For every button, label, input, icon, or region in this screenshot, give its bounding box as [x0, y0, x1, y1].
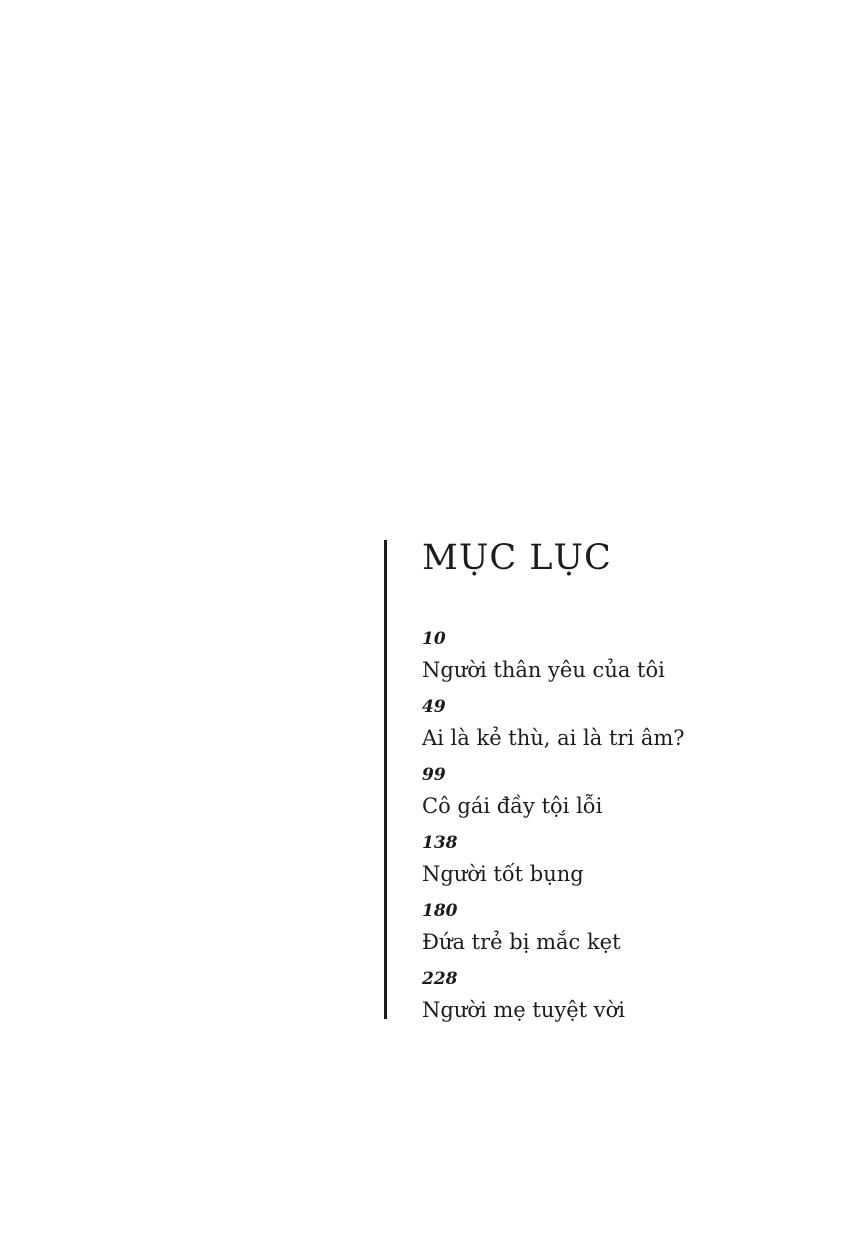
toc-chapter-title: Người thân yêu của tôi [422, 658, 665, 682]
toc-page-number: 10 [422, 629, 446, 649]
toc-page-number: 49 [422, 697, 446, 717]
toc-chapter-title: Đứa trẻ bị mắc kẹt [422, 930, 621, 954]
toc-entry[interactable] [422, 696, 822, 764]
toc-chapter-title: Cô gái đầy tội lỗi [422, 794, 603, 818]
toc-page-number: 180 [422, 901, 458, 921]
toc-page-number: 99 [422, 765, 446, 785]
toc-title: MỤC LỤC [422, 538, 612, 578]
toc-entry[interactable] [422, 764, 822, 832]
toc-chapter-title: Ai là kẻ thù, ai là tri âm? [422, 726, 685, 750]
toc-page-number: 228 [422, 969, 458, 989]
toc-page-number: 138 [422, 833, 458, 853]
toc-vertical-rule [384, 540, 387, 1019]
toc-chapter-title: Người tốt bụng [422, 862, 584, 886]
table-of-contents [422, 535, 822, 1036]
toc-entry[interactable] [422, 628, 822, 696]
toc-entry[interactable] [422, 968, 822, 1036]
toc-list [422, 628, 822, 1036]
toc-chapter-title: Người mẹ tuyệt vời [422, 998, 625, 1022]
toc-entry[interactable] [422, 900, 822, 968]
toc-entry[interactable] [422, 832, 822, 900]
